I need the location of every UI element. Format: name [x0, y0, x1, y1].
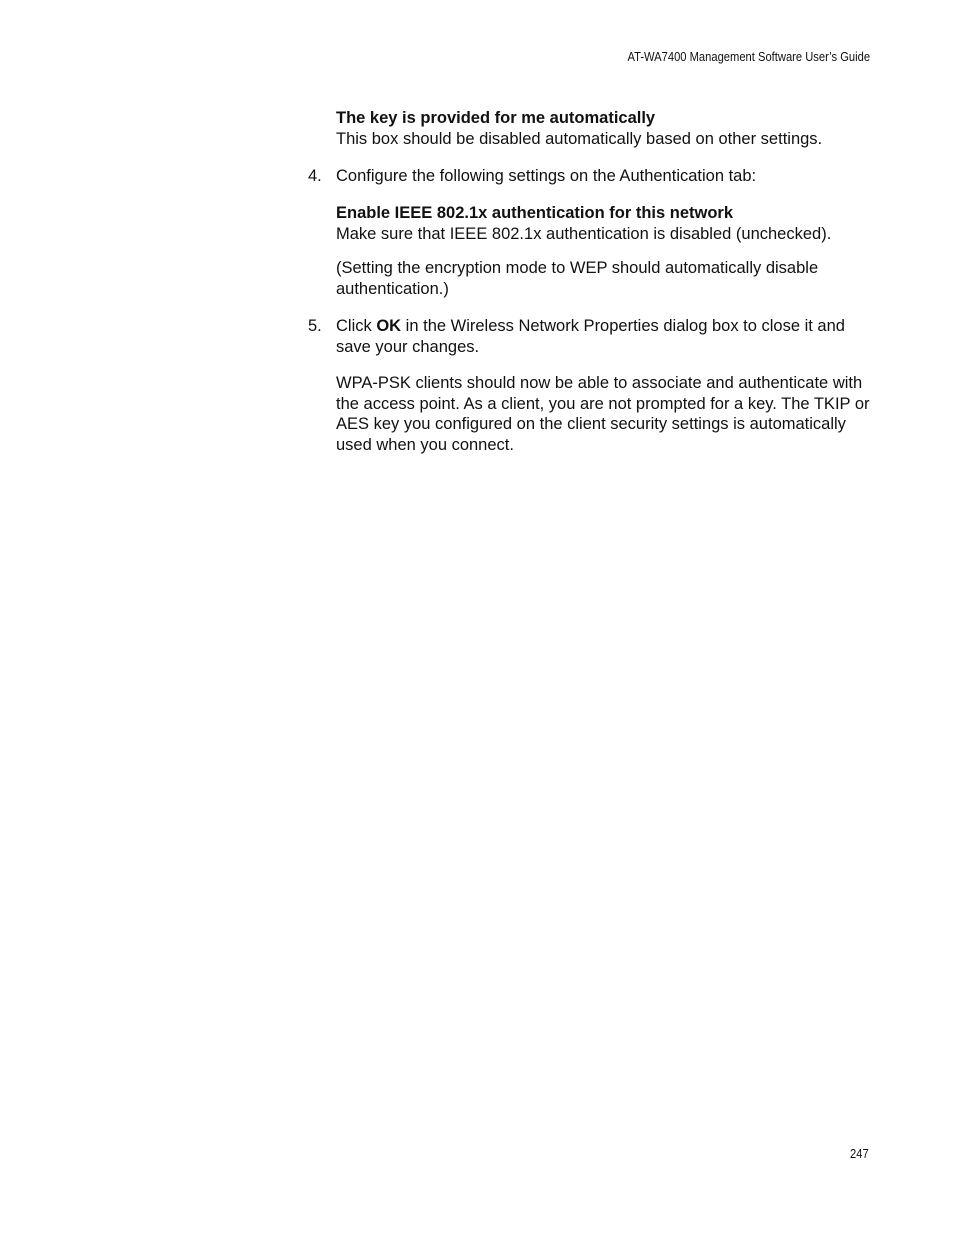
key-provided-section: [336, 108, 876, 149]
ieee-setting-section: [336, 203, 876, 244]
step-5-text-after: in the Wireless Network Properties dialog box to close it and save your changes.: [336, 317, 845, 356]
wpa-psk-followup: WPA-PSK clients should now be able to associate and authenticate with the access point. As a client, you are not prompted for a key. The TKIP or AES key you configured on the client security settings is automatically used when you connect.: [336, 374, 870, 454]
ieee-setting-heading: Enable IEEE 802.1x authentication for this network: [336, 204, 734, 222]
key-provided-heading: The key is provided for me automatically: [336, 109, 656, 127]
key-provided-text: This box should be disabled automatically based on other settings.: [336, 129, 823, 148]
step-4-text: Configure the following settings on the Authentication tab:: [336, 167, 757, 185]
step-5-number: 5.: [308, 317, 322, 335]
ok-label: OK: [376, 317, 402, 335]
step-4-number: 4.: [308, 167, 322, 185]
step-5-text: [336, 316, 881, 357]
ieee-setting-text: Make sure that IEEE 802.1x authentication is disabled (unchecked).: [336, 224, 832, 243]
encryption-note: (Setting the encryption mode to WEP should automatically disable authentication.): [336, 259, 819, 298]
step-5-text-before: Click: [336, 317, 377, 335]
page-number: 247: [850, 1146, 869, 1161]
running-header: AT-WA7400 Management Software User’s Guide: [627, 49, 870, 64]
